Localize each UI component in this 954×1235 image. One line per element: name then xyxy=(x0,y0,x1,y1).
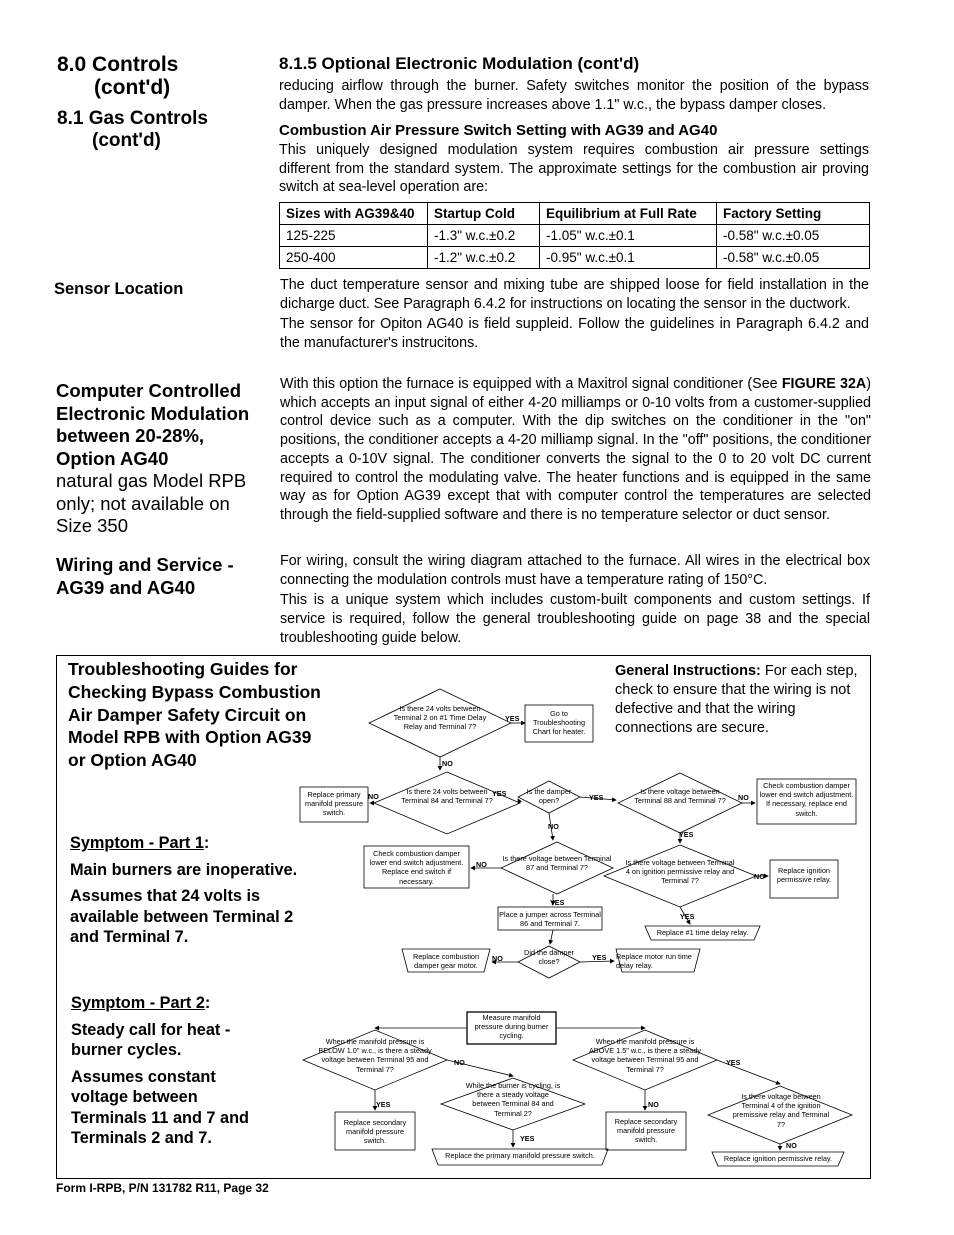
symptom-part-1: Symptom - Part 1: Main burners are inoperative. Assumes that 24 volts is available between Terminal 2 and Terminal 7. xyxy=(70,834,298,946)
table-header: Startup Cold xyxy=(428,203,540,225)
process-text: Replace secondary manifold pressure switch. xyxy=(614,1117,678,1145)
decision-text: Is there voltage between Terminal 4 of the ignition premissive relay and Terminal 7? xyxy=(732,1092,830,1129)
yes-label: YES xyxy=(680,912,695,921)
no-label: NO xyxy=(786,1141,797,1150)
page-footer: Form I-RPB, P/N 131782 R11, Page 32 xyxy=(56,1181,269,1195)
table-cell: -0.58" w.c.±0.05 xyxy=(717,225,870,247)
process-text: Replace secondary manifold pressure switch. xyxy=(343,1118,407,1146)
decision-text: When the manifold pressure is ABOVE 1.5" w.c., is there a steady voltage between Terminal 95 and Terminal 7? xyxy=(588,1037,702,1074)
intro-text: reducing airflow through the burner. Safety switches monitor the position of the bypass damper. When the gas pressure increases above 1.1" w.c., the bypass damper closes. xyxy=(279,78,869,113)
sensor-heading: Sensor Location xyxy=(54,280,184,298)
no-label: NO xyxy=(548,822,559,831)
table-header: Equilibrium at Full Rate xyxy=(540,203,717,225)
decision-text: Is there voltage between Terminal 4 on ignition permissive relay and Terminal 7? xyxy=(625,858,735,886)
process-text: Measure manifold pressure during burner cycling. xyxy=(474,1013,549,1041)
computer-text: With this option the furnace is equipped with a Maxitrol signal conditioner (See FIGURE 32A) which accepts an input signal of either 4-20 milliamps or 0-10 volts from a customer-supplied control device such as a computer. With the dip switches on the conditioner in the "on" positions, the conditioner accepts a 4-20 milliamp signal. In the "off" positions, the conditioner accepts a 0-10V signal. The conditioner converts the signal to the 0 to 20 volt DC current required to control the modulating valve. The heater functions and is equipped in the same way as for Option AG39 except that with computer control the temperatures are selected through the field-supplied software and there is no temperature selector or duct sensor. xyxy=(280,376,871,523)
wiring-paragraph-1: For wiring, consult the wiring diagram attached to the furnace. All wires in the electrical box connecting the modulation controls must have a temperature rating of 150°C. xyxy=(280,553,870,588)
decision-text: Is there voltage between Terminal 88 and Terminal 7? xyxy=(634,787,726,806)
sensor-paragraph-2: The sensor for Opiton AG40 is field suppleid. Follow the guidelines in Paragraph 6.4.2 and the manufacturer's instrucitons. xyxy=(280,316,869,352)
computer-heading: Computer Controlled Electronic Modulation between 20-28%, Option AG40 natural gas Model RPB only; not available on Size 350 xyxy=(56,380,250,536)
no-label: NO xyxy=(754,872,765,881)
process-text: Replace ignition permissive relay. xyxy=(776,866,832,885)
process-text: Replace motor run time delay relay. xyxy=(616,952,692,971)
process-text: Check combustion damper lower end switch adjustment. Replace end switch if necessary. xyxy=(369,849,464,886)
decision-text: Is there 24 volts between Terminal 84 and Terminal 7? xyxy=(401,787,493,806)
table-cell: 250-400 xyxy=(280,247,428,269)
yes-label: YES xyxy=(592,953,607,962)
wiring-paragraph-2: This is a unique system which includes custom-built components and custom settings. If service is required, follow the general troubleshooting guide on page 38 and the special troubleshooting guide below. xyxy=(280,592,870,646)
table-cell: -1.3" w.c.±0.2 xyxy=(428,225,540,247)
troubleshooting-title: Troubleshooting Guides for Checking Bypass Combustion Air Damper Safety Circuit on Model RPB with Option AG39 or Option AG40 xyxy=(68,659,321,771)
no-label: NO xyxy=(368,792,379,801)
decision-text: When the manifold pressure is BELOW 1.0" w.c., is there a steady voltage between Terminal 95 and Terminal 7? xyxy=(318,1037,432,1074)
sensor-paragraph-1: The duct temperature sensor and mixing tube are shipped loose for field installation in the dicharge duct. See Paragraph 6.4.2 for instructions on locating the sensor in the ductwork. xyxy=(280,277,869,312)
yes-label: YES xyxy=(679,830,694,839)
yes-label: YES xyxy=(589,793,604,802)
no-label: NO xyxy=(738,793,749,802)
decision-text: While the burner is cycling, is there a steady voltage between Terminal 84 and Terminal 2? xyxy=(465,1081,561,1118)
yes-label: YES xyxy=(726,1058,741,1067)
decision-text: Did the damper close? xyxy=(524,948,574,967)
process-text: Replace ignition permissive relay. xyxy=(723,1154,833,1163)
decision-text: Is there voltage between Terminal 87 and Terminal 7? xyxy=(502,854,612,873)
process-text: Place a jumper across Terminal 86 and Terminal 7. xyxy=(499,910,601,929)
no-label: NO xyxy=(476,860,487,869)
no-label: NO xyxy=(454,1058,465,1067)
no-label: NO xyxy=(492,954,503,963)
process-text: Check combustion damper lower end switch adjustment. If necessary, replace end switch. xyxy=(759,781,854,818)
symptom-part-2: Symptom - Part 2: Steady call for heat - burner cycles. Assumes constant voltage between Terminals 11 and 7 and Terminals 2 and 7. xyxy=(71,994,249,1147)
no-label: NO xyxy=(442,759,453,768)
decision-text: Is there 24 volts between Terminal 2 on #1 Time Delay Relay and Terminal 7? xyxy=(393,704,487,732)
section-title-gas-controls: 8.1 Gas Controls (cont'd) xyxy=(57,108,208,151)
yes-label: YES xyxy=(492,789,507,798)
general-instructions: General Instructions: For each step, check to ensure that the wiring is not defective and that the wiring connections are secure. xyxy=(615,663,858,736)
no-label: NO xyxy=(648,1100,659,1109)
combustion-heading: Combustion Air Pressure Switch Setting with AG39 and AG40 xyxy=(279,122,718,139)
table-cell: -1.05" w.c.±0.1 xyxy=(540,225,717,247)
decision-text: Is the damper open? xyxy=(526,787,572,806)
process-text: Go to Troubleshooting Chart for heater. xyxy=(532,709,586,737)
process-text: Replace combustion damper gear motor. xyxy=(412,952,480,971)
table-header: Sizes with AG39&40 xyxy=(280,203,428,225)
table-header: Factory Setting xyxy=(717,203,870,225)
combustion-text: This uniquely designed modulation system requires combustion air pressure settings different from the standard system. The approximate settings for the combustion air proving switch at sea-level operation are: xyxy=(279,142,869,196)
table-cell: -1.2" w.c.±0.2 xyxy=(428,247,540,269)
table-cell: -0.95" w.c.±0.1 xyxy=(540,247,717,269)
subsection-title: 8.1.5 Optional Electronic Modulation (cont'd) xyxy=(279,54,640,73)
table-cell: 125-225 xyxy=(280,225,428,247)
figure-reference: FIGURE 32A xyxy=(781,376,867,392)
process-text: Replace primary manifold pressure switch. xyxy=(305,790,363,818)
wiring-heading: Wiring and Service - AG39 and AG40 xyxy=(56,554,234,598)
yes-label: YES xyxy=(505,714,520,723)
table-cell: -0.58" w.c.±0.05 xyxy=(717,247,870,269)
process-text: Replace #1 time delay relay. xyxy=(656,928,749,937)
process-text: Replace the primary manifold pressure switch. xyxy=(445,1151,595,1160)
chapter-title: 8.0 Controls (cont'd) xyxy=(57,53,179,99)
yes-label: YES xyxy=(376,1100,391,1109)
yes-label: YES xyxy=(550,898,565,907)
yes-label: YES xyxy=(520,1134,535,1143)
